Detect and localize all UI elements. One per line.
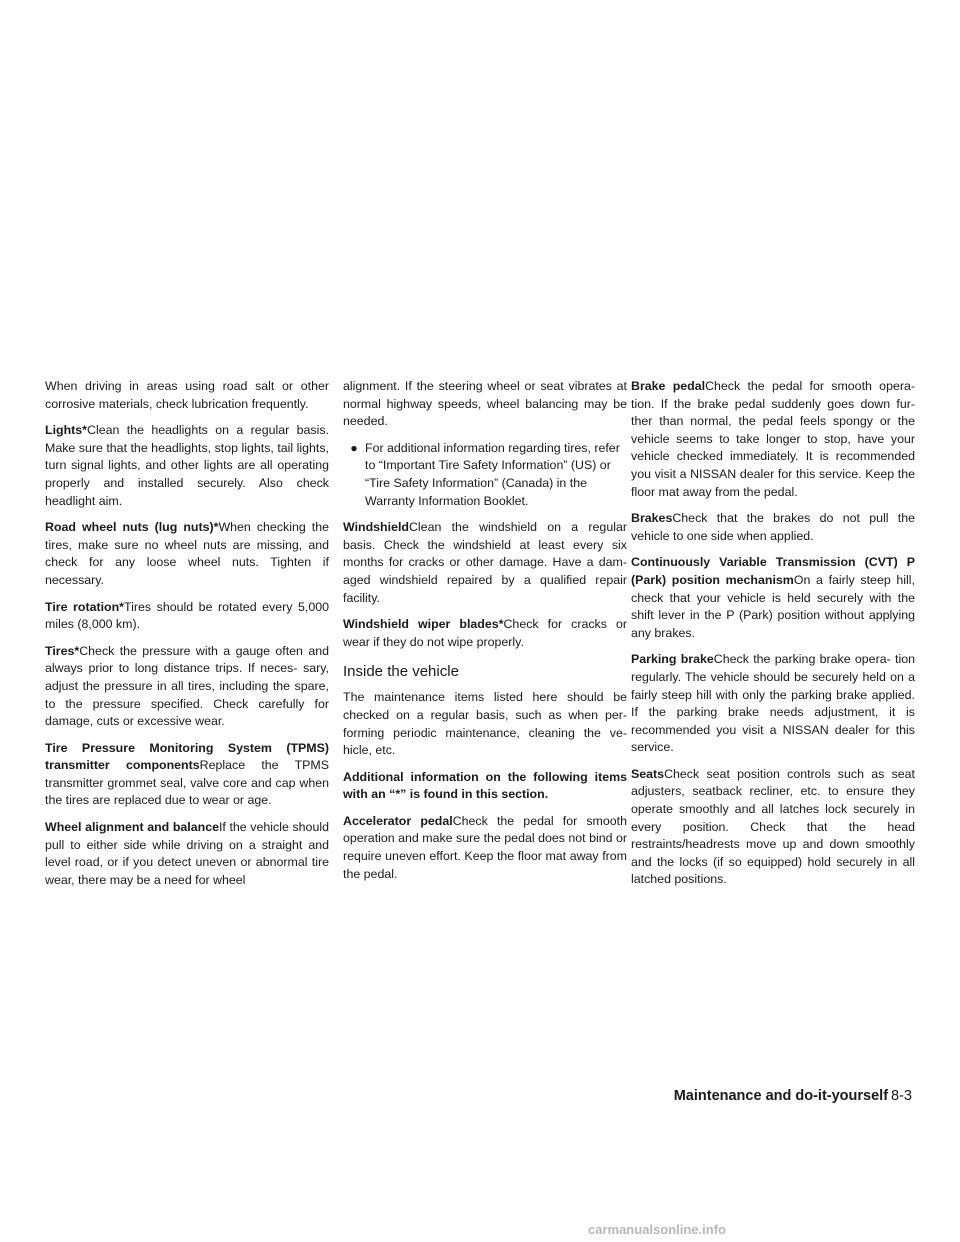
item-heading: Accelerator pedal bbox=[343, 813, 453, 828]
item-heading: Brakes bbox=[631, 511, 673, 526]
item-body: If the vehicle should pull to either side while driving on a straight and level road, or if you detect uneven or abnormal tire wear, there may be a need for wheel bbox=[45, 820, 329, 887]
column-middle bbox=[343, 378, 627, 892]
item-heading: Wheel alignment and balance bbox=[45, 820, 219, 835]
bullet-tire-info bbox=[343, 440, 627, 510]
item-body: Check the pedal for smooth operation and make sure the pedal does not bind or require uneven effort. Keep the floor mat away from the pedal. bbox=[343, 813, 627, 881]
item-heading: Lights* bbox=[45, 423, 87, 438]
bullet-icon: ● bbox=[350, 440, 358, 455]
page-number: 8-3 bbox=[891, 1088, 912, 1104]
column-right bbox=[631, 378, 915, 898]
paragraph-wheel-alignment bbox=[45, 819, 329, 889]
paragraph-tires bbox=[45, 643, 329, 731]
paragraph-text: When driving in areas using road salt or other corrosive materials, check lubrication frequently. bbox=[45, 379, 329, 411]
column-left bbox=[45, 378, 329, 898]
section-title-inside-vehicle: Inside the vehicle bbox=[343, 663, 459, 681]
item-heading: Windshield bbox=[343, 520, 409, 535]
paragraph-alignment-cont bbox=[343, 378, 627, 431]
paragraph-inside-intro bbox=[343, 689, 627, 759]
paragraph-brake-pedal bbox=[631, 378, 915, 501]
item-body: Check for cracks or wear if they do not wipe properly. bbox=[343, 617, 627, 649]
item-body: Check the pressure with a gauge often and always prior to long distance trips. If neces- sary, adjust the pressure in all tires, including the spare, to the pressure specified. Check carefully for damage, cuts or excessive wear. bbox=[45, 643, 329, 729]
item-body: Tires should be rotated every 5,000 miles (8,000 km). bbox=[45, 599, 329, 632]
page-footer bbox=[674, 1088, 912, 1104]
item-heading: Windshield wiper blades* bbox=[343, 617, 504, 632]
bullet-text: For additional information regarding tires, refer to “Important Tire Safety Information” (US) or “Tire Safety Information” (Canada) in the Warranty Information Booklet. bbox=[365, 440, 620, 508]
item-body: Check the parking brake opera- tion regularly. The vehicle should be securely held on a fairly steep hill with only the parking brake applied. If the parking brake needs adjustment, it is recommended you visit a NISSAN dealer for this service. bbox=[631, 652, 915, 755]
item-body: Check the pedal for smooth opera- tion. If the brake pedal suddenly goes down fur- ther than normal, the pedal feels spongy or the vehicle seems to take longer to stop, have your vehicle checked immediately. It is recommended you visit a NISSAN dealer for this service. Keep the floor mat away from the pedal. bbox=[631, 379, 915, 499]
paragraph-brakes bbox=[631, 510, 915, 545]
paragraph-cvt-park bbox=[631, 554, 915, 642]
paragraph-wiper-blades bbox=[343, 616, 627, 651]
item-heading: Brake pedal bbox=[631, 379, 706, 393]
paragraph-tire-rotation bbox=[45, 599, 329, 634]
item-body: Clean the windshield on a regular basis. Check the windshield at least every six months for cracks or other damage. Have a dam- aged windshield repaired by a qualified repair facility. bbox=[343, 520, 627, 605]
paragraph-lights bbox=[45, 422, 329, 510]
item-body: Check that the brakes do not pull the vehicle to one side when applied. bbox=[631, 511, 915, 543]
paragraph-lug-nuts bbox=[45, 519, 329, 589]
paragraph-tpms bbox=[45, 740, 329, 810]
site-watermark: carmanualsonline.info bbox=[588, 1222, 726, 1237]
item-heading: Tires* bbox=[45, 643, 80, 658]
chapter-title: Maintenance and do-it-yourself bbox=[673, 1088, 889, 1104]
item-body: On a fairly steep hill, check that your vehicle is held securely with the shift lever in the P (Park) position without applying any brakes. bbox=[631, 572, 915, 640]
paragraph-additional-info bbox=[343, 769, 627, 804]
item-heading: Tire rotation* bbox=[45, 599, 124, 614]
item-body: When checking the tires, make sure no wheel nuts are missing, and check for any loose wheel nuts. Tighten if necessary. bbox=[45, 520, 329, 587]
item-body: Check seat position controls such as seat adjusters, seatback recliner, etc. to ensure they operate smoothly and all latches lock securely in every position. Check that the head restraints/headrests move up and down smoothly and the locks (if so equipped) hold securely in all latched positions. bbox=[631, 766, 915, 887]
item-body: Replace the TPMS transmitter grommet seal, valve core and cap when the tires are replaced due to wear or age. bbox=[45, 758, 330, 808]
item-heading: Additional information on the following items with an “*” is found in this section. bbox=[343, 769, 627, 802]
paragraph-seats bbox=[631, 766, 915, 889]
paragraph-windshield bbox=[343, 519, 627, 607]
item-body: Clean the headlights on a regular basis. Make sure that the headlights, stop lights, tail lights, turn signal lights, and other lights are all operating properly and installed securely. Also check headlight aim. bbox=[45, 423, 329, 508]
item-heading: Parking brake bbox=[631, 652, 714, 667]
item-heading: Continuously Variable Transmission (CVT) P (Park) position mechanism bbox=[631, 555, 915, 587]
paragraph-text: alignment. If the steering wheel or seat vibrates at normal highway speeds, wheel balancing may be needed. bbox=[343, 379, 627, 429]
paragraph-road-salt bbox=[45, 378, 329, 413]
item-heading: Seats bbox=[631, 766, 665, 781]
paragraph-accelerator-pedal bbox=[343, 813, 627, 883]
item-heading: Tire Pressure Monitoring System (TPMS) transmitter components bbox=[45, 740, 329, 773]
item-heading: Road wheel nuts (lug nuts)* bbox=[45, 520, 219, 535]
paragraph-parking-brake bbox=[631, 651, 915, 757]
paragraph-text: The maintenance items listed here should be checked on a regular basis, such as when per- forming periodic maintenance, cleaning the ve- hicle, etc. bbox=[343, 690, 627, 758]
